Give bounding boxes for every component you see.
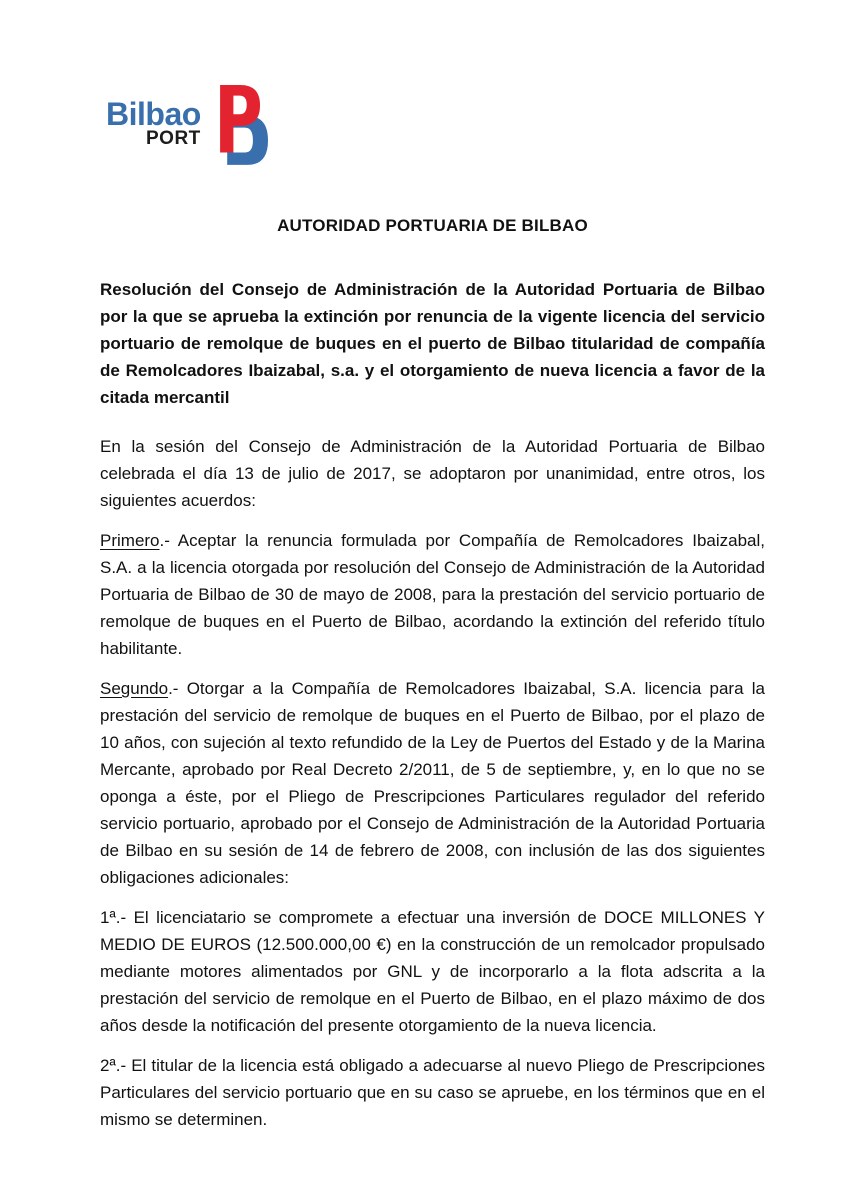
agreement-segundo-text: Otorgar a la Compañía de Remolcadores Ibaizabal, S.A. licencia para la prestación del servicio de remolque de buques en el Puerto de Bilbao, por el plazo de 10 años, con sujeción al texto refundido de la Ley de Puertos del Estado y de la Marina Mercante, aprobado por Real Decreto 2/2011, de 5 de septiembre, y, en lo que no se oponga a éste, por el Pliego de Prescripciones Particulares regulador del referido servicio portuario, aprobado por el Consejo de Administración de la Autoridad Portuaria de Bilbao en su sesión de 14 de febrero de 2008, con inclusión de las dos siguientes obligaciones adicionales:	[100, 679, 765, 887]
logo-wordmark	[106, 82, 201, 149]
agreement-primero-text: Aceptar la renuncia formulada por Compañía de Remolcadores Ibaizabal, S.A. a la licencia otorgada por resolución del Consejo de Administración de la Autoridad Portuaria de Bilbao de 30 de mayo de 2008, para la prestación del servicio portuario de remolque de buques en el Puerto de Bilbao, acordando la extinción del referido título habilitante.	[100, 531, 765, 658]
agreement-primero-lead: Primero	[100, 531, 160, 550]
obligation-2-lead: 2ª.-	[100, 1056, 127, 1075]
logo-port-text: PORT	[146, 128, 201, 149]
logo-brand-text: Bilbao	[106, 96, 201, 132]
agreement-segundo-lead: Segundo	[100, 679, 169, 698]
logo-b-monogram-icon	[213, 82, 268, 167]
document-title: AUTORIDAD PORTUARIA DE BILBAO	[277, 216, 588, 235]
agreement-primero-paragraph	[100, 527, 765, 662]
agreement-segundo-separator: .-	[168, 679, 179, 698]
obligation-2-text: El titular de la licencia está obligado a adecuarse al nuevo Pliego de Prescripciones Particulares del servicio portuario que en su caso se apruebe, en los términos que en el mismo se determinen.	[100, 1056, 765, 1129]
session-intro-paragraph: En la sesión del Consejo de Administración de la Autoridad Portuaria de Bilbao celebrada el día 13 de julio de 2017, se adoptaron por unanimidad, entre otros, los siguientes acuerdos:	[100, 437, 765, 510]
obligation-2-paragraph	[100, 1052, 765, 1133]
document-content	[100, 212, 765, 1133]
resolution-summary-paragraph: Resolución del Consejo de Administración de la Autoridad Portuaria de Bilbao por la que se aprueba la extinción por renuncia de la vigente licencia del servicio portuario de remolque de buques en el puerto de Bilbao titularidad de compañía de Remolcadores Ibaizabal, s.a. y el otorgamiento de nueva licencia a favor de la citada mercantil	[100, 280, 765, 407]
agreement-primero-separator: .-	[159, 531, 170, 550]
agreement-segundo-paragraph	[100, 675, 765, 891]
obligation-1-paragraph	[100, 904, 765, 1039]
obligation-1-lead: 1ª.-	[100, 908, 127, 927]
obligation-1-text: El licenciatario se compromete a efectuar una inversión de DOCE MILLONES Y MEDIO DE EUROS (12.500.000,00 €) en la construcción de un remolcador propulsado mediante motores alimentados por GNL y de incorporarlo a la flota adscrita a la prestación del servicio de remolque en el Puerto de Bilbao, en el plazo máximo de dos años desde la notificación del presente otorgamiento de la nueva licencia.	[100, 908, 765, 1035]
port-authority-logo	[106, 82, 268, 167]
